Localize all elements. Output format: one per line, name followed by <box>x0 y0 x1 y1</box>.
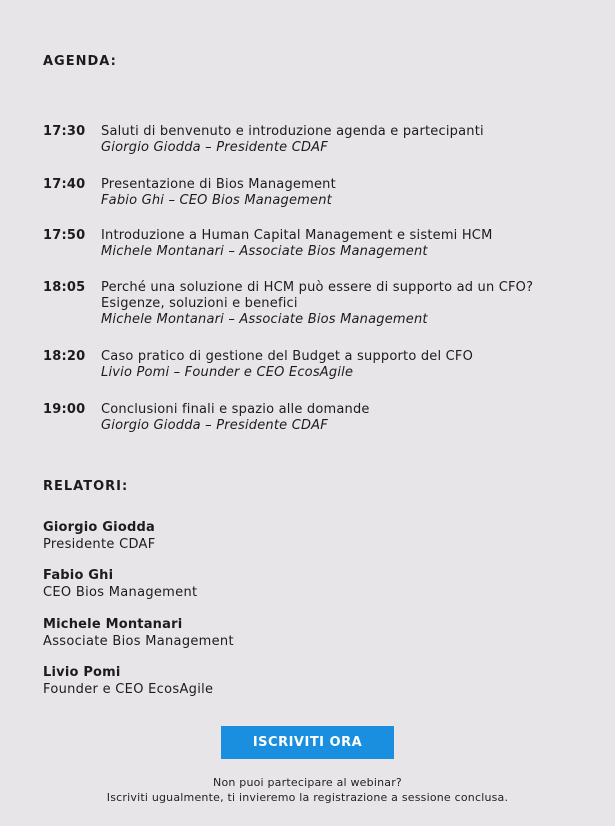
speaker-card <box>43 567 197 601</box>
agenda-speaker: Michele Montanari – Associate Bios Management <box>101 244 428 259</box>
register-now-button[interactable]: ISCRIVITI ORA <box>221 726 394 759</box>
agenda-title: Introduzione a Human Capital Management e sistemi HCM <box>101 228 493 243</box>
agenda-speaker: Giorgio Giodda – Presidente CDAF <box>101 418 328 433</box>
speaker-name: Giorgio Giodda <box>43 520 155 535</box>
agenda-title: Perché una soluzione di HCM può essere di supporto ad un CFO? <box>101 280 534 295</box>
agenda-title: Presentazione di Bios Management <box>101 177 336 192</box>
agenda-heading: AGENDA: <box>43 54 117 69</box>
speaker-card <box>43 664 213 698</box>
footer-note: Iscriviti ugualmente, ti invieremo la registrazione a sessione conclusa. <box>106 791 509 804</box>
agenda-subtitle: Esigenze, soluzioni e benefici <box>101 296 298 311</box>
agenda-body <box>101 349 591 381</box>
agenda-body <box>101 177 591 209</box>
agenda-body <box>101 280 591 328</box>
speaker-name: Michele Montanari <box>43 617 183 632</box>
speakers-heading: RELATORI: <box>43 479 129 494</box>
speaker-role: Founder e CEO EcosAgile <box>43 682 214 697</box>
speaker-role: Presidente CDAF <box>43 537 156 552</box>
agenda-speaker: Giorgio Giodda – Presidente CDAF <box>101 140 328 155</box>
agenda-time: 18:20 <box>43 349 86 364</box>
agenda-title: Saluti di benvenuto e introduzione agenda e partecipanti <box>101 124 484 139</box>
agenda-time: 18:05 <box>43 280 86 295</box>
speaker-name: Livio Pomi <box>43 665 121 680</box>
agenda-title: Conclusioni finali e spazio alle domande <box>101 402 370 417</box>
agenda-speaker: Livio Pomi – Founder e CEO EcosAgile <box>101 365 354 380</box>
agenda-speaker: Michele Montanari – Associate Bios Management <box>101 312 428 327</box>
agenda-time: 17:40 <box>43 177 86 192</box>
speaker-name: Fabio Ghi <box>43 568 114 583</box>
speaker-card <box>43 616 234 650</box>
agenda-speaker: Fabio Ghi – CEO Bios Management <box>101 193 332 208</box>
agenda-time: 17:30 <box>43 124 86 139</box>
agenda-body <box>101 124 591 156</box>
agenda-body <box>101 228 591 260</box>
footer-question: Non puoi partecipare al webinar? <box>213 776 402 789</box>
agenda-body <box>101 402 591 434</box>
agenda-time: 17:50 <box>43 228 86 243</box>
agenda-title: Caso pratico di gestione del Budget a supporto del CFO <box>101 349 474 364</box>
speaker-role: Associate Bios Management <box>43 634 234 649</box>
speaker-card <box>43 519 156 553</box>
agenda-time: 19:00 <box>43 402 86 417</box>
speaker-role: CEO Bios Management <box>43 585 198 600</box>
